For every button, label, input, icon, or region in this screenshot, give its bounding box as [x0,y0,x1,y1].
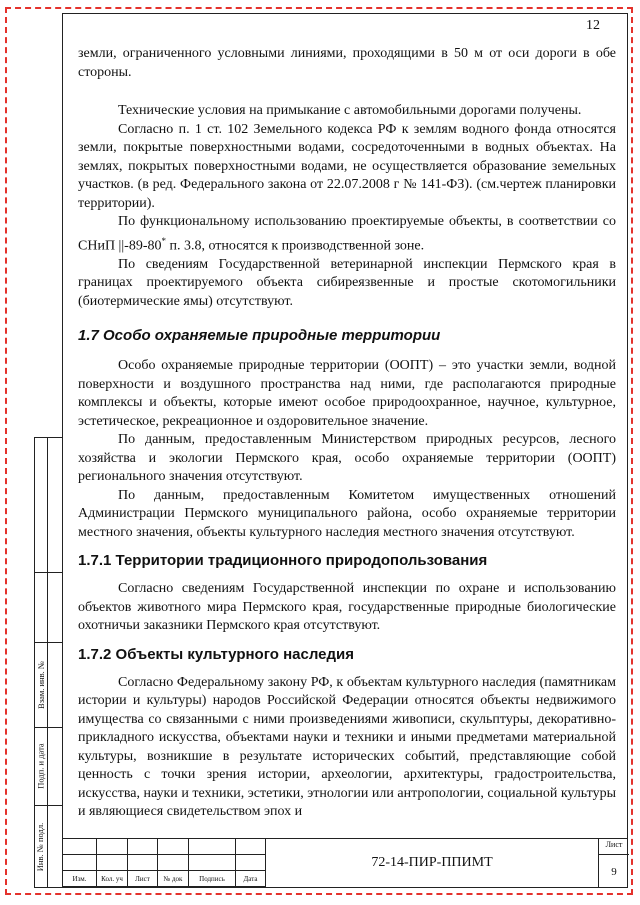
side-label-podp: Подп. и дата [35,743,46,789]
stamp-cell [97,839,128,855]
stamp-cell [128,855,158,871]
paragraph-text: п. 3.8, относятся к производственной зоне. [165,238,425,254]
side-cell-blank-2b [47,572,62,642]
stamp-cell [236,855,266,871]
paragraph: Особо охраняемые природные территории (ООПТ) – это участки земли, водной поверхности и воздушного пространства над ними, где располагаются природные комплексы и объекты, которые имеют особое природоохранное, научное, культурное, эстетическое, рекреационное и оздоровительное значение. [78,358,616,429]
stamp-cell [97,855,128,871]
paragraph: По данным, предоставленным Комитетом имущественных отношений Администрации Пермского муниципального района, особо охраняемые территории местного значения, объекты культурного наследия местного значения отсутствуют. [78,487,616,540]
side-cell-inv-b [47,805,62,888]
side-cell-podp-b [47,727,62,805]
side-label-vzam: Взам. инв. № [35,660,46,709]
title-block-stamp [62,838,628,888]
stamp-header-data: Дата [236,871,266,887]
stamp-header-izm: Изм. [63,871,97,887]
paragraph: земли, ограниченного условными линиями, проходящими в 50 м от оси дороги в обе стороны. [78,46,616,80]
paragraph: Технические условия на примыкание с автомобильными дорогами получены. [118,103,582,118]
subsection-heading: 1.7.2 Объекты культурного наследия [78,645,354,663]
stamp-cell [189,855,236,871]
document-body [78,45,616,822]
stamp-header-list: Лист [128,871,158,887]
paragraph-text: По функциональному использованию проектируемые объекты, в соответствии со СНиП ||-89-80 [78,214,616,254]
stamp-cell [128,839,158,855]
side-label-inv: Инв. № подл. [35,822,46,871]
document-code [265,838,598,888]
sheet-box [598,838,628,888]
sheet-label: Лист [605,840,623,849]
paragraph: По данным, предоставленным Министерством природных ресурсов, лесного хозяйства и экологии Пермского края, особо охраняемые территории (ООПТ) регионального значения отсутствуют. [78,432,616,485]
paragraph: Согласно сведениям Государственной инспекции по охране и использованию объектов животного мира Пермского края, государственные природные биологические охотничьи заказники Пермского края отсутствуют. [78,581,616,634]
stamp-cell [158,839,189,855]
paragraph: Согласно Федеральному закону РФ, к объектам культурного наследия (памятникам истории и культуры) народов Российской Федерации относятся объекты недвижимого имущества со связанными с ними произведениями живописи, скульптуры, декоративно-прикладного искусства, объектами науки и техники и иными предметами материальной культуры, возникшие в результате исторических событий, представляющие собой ценность с точки зрения истории, археологии, архитектуры, градостроительства, искусства, науки и техники, эстетики, этнологии или антропологии, социальной культуры и являющиеся свидетельством эпох и [78,674,616,820]
paragraph: Согласно п. 1 ст. 102 Земельного кодекса РФ к землям водного фонда относятся земли, покрытые поверхностными водами, сосредоточенными в водных объектах. На землях, покрытых поверхностными водами, не осуществляется образование земельных участков. (в ред. Федерального закона от 22.07.2008 г № 141-ФЗ). (см.чертеж планировки территории). [78,121,616,211]
side-cell-blank-1b [47,437,62,572]
stamp-cell [236,839,266,855]
stamp-cell [158,855,189,871]
stamp-header-ndok: № док [158,871,189,887]
stamp-top-rule [62,838,628,839]
document-code-text: 72-14-ПИР-ППИМТ [371,855,493,870]
subsection-heading: 1.7.1 Территории традиционного природопользования [78,552,488,570]
stamp-header-podpis: Подпись [189,871,236,887]
stamp-header-kol: Кол. уч [97,871,128,887]
page-number-top: 12 [586,18,600,33]
section-heading: 1.7 Особо охраняемые природные территории [78,327,441,345]
sheet-number: 9 [611,866,617,878]
sheet-divider [599,854,629,855]
superscript: * [161,235,166,246]
paragraph: По сведениям Государственной ветеринарной инспекции Пермского края в границах проектируемого объекта сибиреязвенные и простые скотомогильники (биотермические ямы) отсутствуют. [78,256,616,309]
paragraph [78,213,616,256]
stamp-cell [63,855,97,871]
stamp-cell [189,839,236,855]
side-cell-vzam-b [47,642,62,727]
stamp-table [62,838,266,887]
stamp-cell [63,839,97,855]
